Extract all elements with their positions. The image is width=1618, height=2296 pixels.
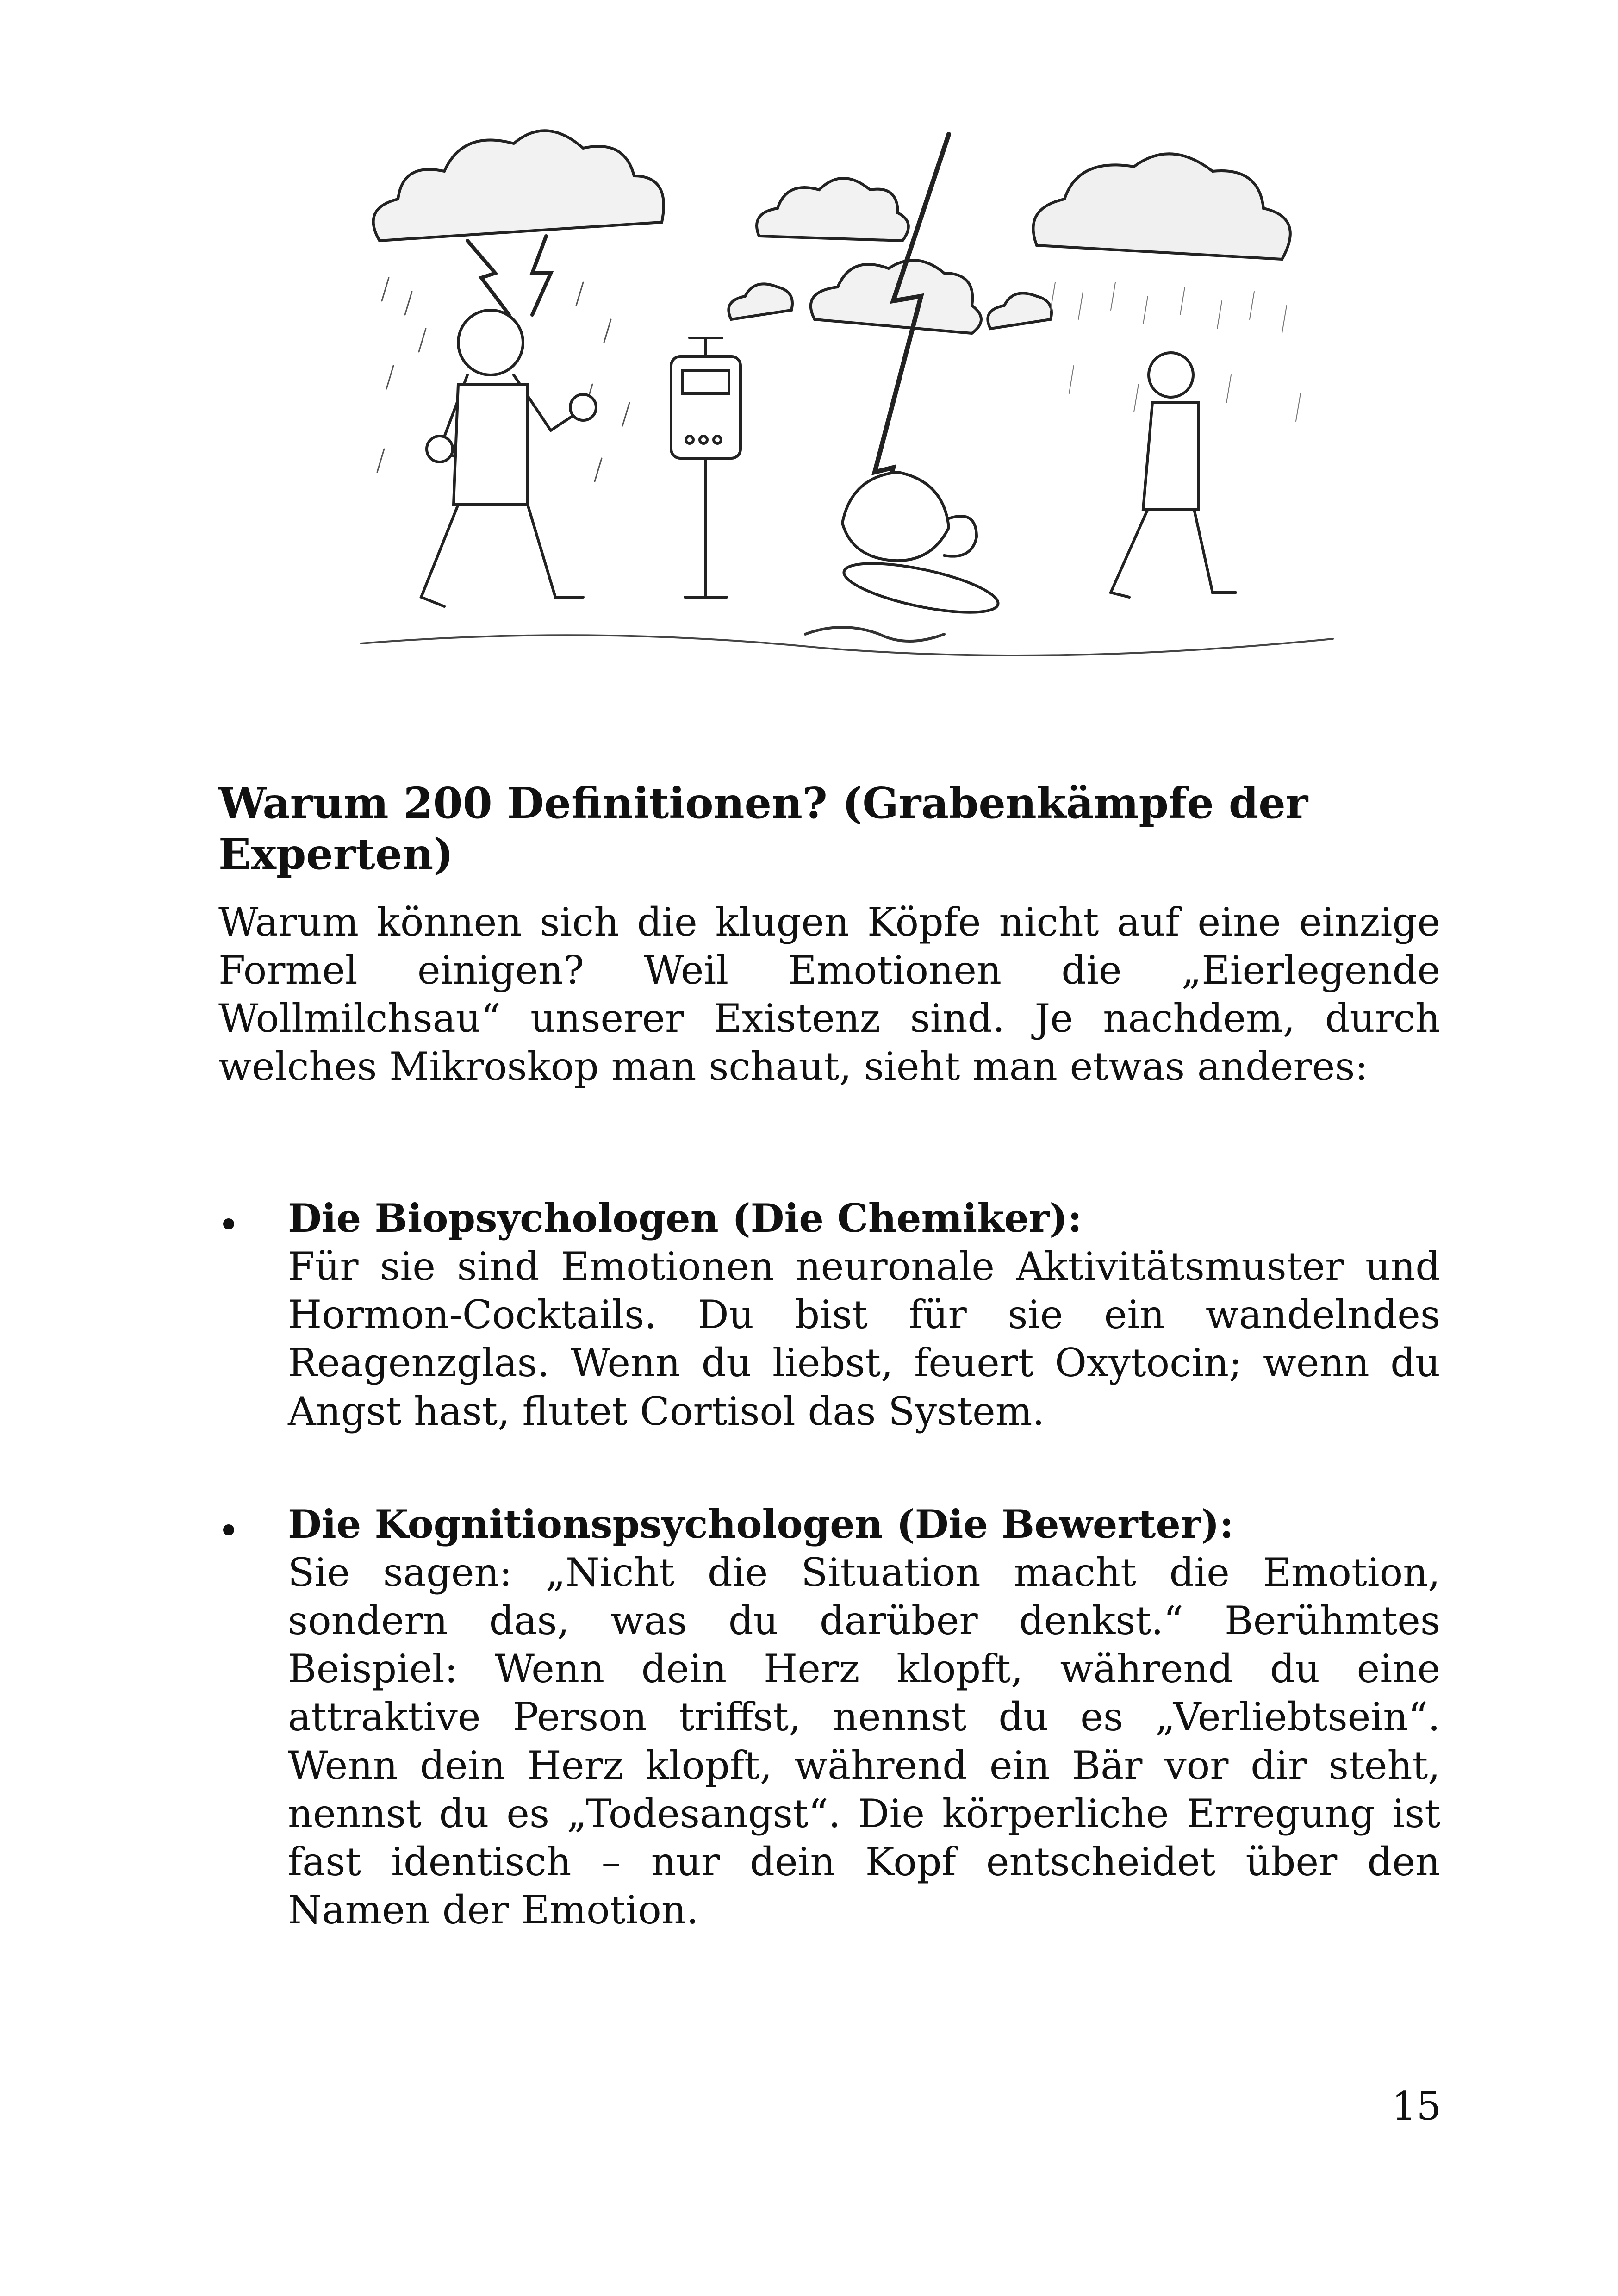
lightning-bolt-icon — [467, 241, 509, 315]
sad-man-figure — [1111, 353, 1236, 597]
list-item — [218, 1194, 1440, 1435]
bullet-heading: Die Biopsychologen (Die Chemiker): — [288, 1195, 1082, 1241]
section-title: Warum 200 Definitionen? (Grabenkämpfe der Experten) — [218, 778, 1308, 880]
bullet-dot-icon — [223, 1524, 234, 1535]
middle-cloud-icon — [988, 293, 1052, 329]
middle-cloud-icon — [728, 284, 792, 319]
angry-man-figure — [421, 310, 596, 606]
lightning-bolt-icon — [532, 236, 551, 315]
right-cloud-icon — [1033, 154, 1290, 259]
bullet-text: Für sie sind Emotionen neuronale Aktivitätsmuster und Hormon-Cocktails. Du bist für sie ein wandelndes Reagenzglas. Wenn du liebst, feuert Oxytocin; wenn du Angst hast, flutet Cortisol das System. — [288, 1244, 1440, 1434]
page-number: 15 — [1392, 2084, 1441, 2129]
spilling-coffee-cup-figure — [805, 472, 1002, 641]
intro-paragraph: Warum können sich die klugen Köpfe nicht auf eine einzige Formel einigen? Weil Emotionen die „Eierlegende Wollmilchsau“ unserer Existenz sind. Je nachdem, durch welches Mikroskop man schaut, sieht man etwas anderes: — [218, 899, 1440, 1090]
weather-station-figure — [671, 338, 741, 597]
bullet-list — [218, 1194, 1440, 1999]
left-cloud-icon — [373, 131, 664, 241]
bullet-text: Sie sagen: „Nicht die Situation macht die Emotion, sondern das, was du darüber denkst.“ Berühmtes Beispiel: Wenn dein Herz klopft, während du eine attraktive Person triffst, nennst du es „Verliebtsein“. Wenn dein Herz klopft, während ein Bär vor dir steht, nennst du es „Todesangst“. Die körperliche Erregung ist fast identisch – nur dein Kopf entscheidet über den Namen der Emotion. — [288, 1549, 1440, 1933]
list-item — [218, 1500, 1440, 1934]
middle-cloud-icon — [757, 178, 909, 241]
bullet-heading: Die Kognitionspsychologen (Die Bewerter): — [288, 1501, 1234, 1547]
storm-drawing-svg — [352, 125, 1347, 718]
storm-illustration — [352, 125, 1347, 718]
bullet-dot-icon — [223, 1218, 234, 1229]
